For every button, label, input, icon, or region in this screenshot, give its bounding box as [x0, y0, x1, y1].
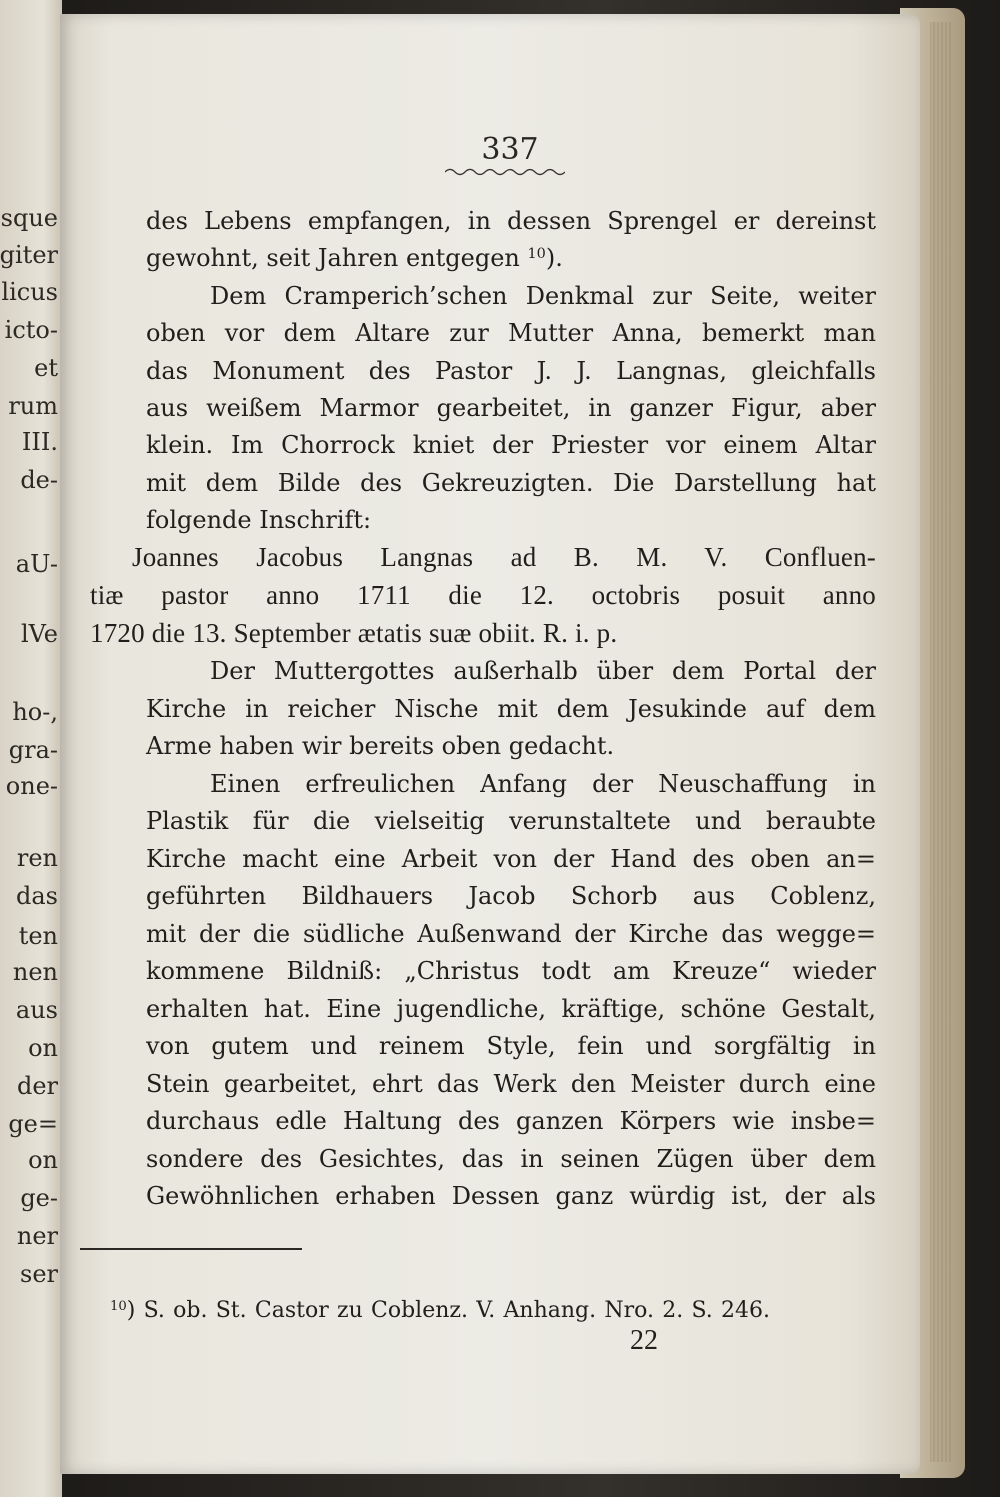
- body-line: Arme haben wir bereits oben gedacht.: [146, 732, 615, 760]
- body-line: Einen erfreulichen Anfang der Neuschaffung in: [210, 770, 876, 798]
- footnote-text: ) S. ob. St. Castor zu Coblenz. V. Anhang. Nro. 2. S. 246.: [126, 1298, 770, 1323]
- left-page-fragment: et: [34, 354, 58, 382]
- footnote: [110, 1298, 770, 1323]
- inscription-line: Joannes Jacobus Langnas ad B. M. V. Confluen-: [132, 542, 876, 572]
- body-line: kommene Bildniß: „Christus todt am Kreuze“ wieder: [146, 957, 876, 985]
- footnote-reference: 10: [527, 246, 546, 263]
- left-page-fragment: ge-: [20, 1184, 58, 1212]
- page-number: 337: [481, 132, 539, 167]
- body-line: Der Muttergottes außerhalb über dem Portal der: [210, 657, 876, 685]
- page-edge-lines: [930, 22, 952, 1462]
- body-line: mit dem Bilde des Gekreuzigten. Die Darstellung hat: [146, 469, 876, 497]
- left-page-fragment: one-: [5, 772, 58, 800]
- body-line: mit der die südliche Außenwand der Kirche das wegge=: [146, 920, 876, 948]
- left-page-fragment: nen: [12, 958, 58, 986]
- left-page-fragment: aU-: [15, 550, 58, 578]
- left-page-fragment: ser: [20, 1260, 58, 1288]
- body-line: von gutem und reinem Style, fein und sorgfältig in: [146, 1032, 876, 1060]
- left-page-fragment: icto-: [4, 316, 58, 344]
- left-page-fragment: das: [16, 882, 58, 910]
- left-page-fragment: ho-,: [12, 698, 58, 726]
- body-line: oben vor dem Altare zur Mutter Anna, bemerkt man: [146, 319, 876, 347]
- body-line: Gewöhnlichen erhaben Dessen ganz würdig ist, der als: [146, 1182, 876, 1210]
- body-line: Stein gearbeitet, ehrt das Werk den Meister durch eine: [146, 1070, 876, 1098]
- footnote-marker: 10: [110, 1298, 127, 1314]
- body-line: Dem Cramperich’schen Denkmal zur Seite, weiter: [210, 282, 876, 310]
- left-page-fragment: giter: [0, 241, 58, 269]
- body-line: durchaus edle Haltung des ganzen Körpers wie insbe=: [146, 1107, 876, 1135]
- body-line: folgende Inschrift:: [146, 506, 372, 534]
- left-page-fragment: sque: [0, 204, 58, 232]
- body-line: geführten Bildhauers Jacob Schorb aus Coblenz,: [146, 882, 876, 910]
- left-page-fragment: aus: [15, 996, 58, 1024]
- inscription-line: 1720 die 13. September ætatis suæ obiit. R. i. p.: [90, 618, 618, 648]
- body-line: Kirche in reicher Nische mit dem Jesukinde auf dem: [146, 695, 876, 723]
- book-page: [60, 14, 920, 1474]
- body-line: aus weißem Marmor gearbeitet, in ganzer Figur, aber: [146, 394, 876, 422]
- left-page-fragment: de-: [20, 466, 58, 494]
- body-line: Plastik für die vielseitig verunstaltete und beraubte: [146, 807, 876, 835]
- ornament-rule: [445, 166, 565, 178]
- left-page-fragment: on: [28, 1146, 58, 1174]
- body-line: das Monument des Pastor J. J. Langnas, gleichfalls: [146, 357, 876, 385]
- left-page-fragment: III.: [21, 428, 58, 456]
- left-page-fragment: ten: [18, 922, 58, 950]
- left-page-fragment: der: [16, 1072, 58, 1100]
- left-page-fragment: ren: [16, 844, 58, 872]
- body-line-text: gewohnt, seit Jahren entgegen: [146, 244, 528, 272]
- signature-mark: 22: [630, 1325, 658, 1356]
- left-page-fragment: lVe: [20, 620, 58, 648]
- inscription-line: tiæ pastor anno 1711 die 12. octobris posuit anno: [90, 580, 876, 610]
- body-line: des Lebens empfangen, in dessen Sprengel er dereinst: [146, 207, 876, 235]
- left-page-fragment: gra-: [8, 736, 58, 764]
- body-line-tail: ).: [545, 244, 563, 272]
- left-page-fragment: ner: [16, 1222, 58, 1250]
- body-line: sondere des Gesichtes, das in seinen Zügen über dem: [146, 1145, 876, 1173]
- previous-page-edge: [0, 0, 62, 1497]
- left-page-fragment: licus: [1, 278, 58, 306]
- body-line: [146, 246, 876, 270]
- body-line: erhalten hat. Eine jugendliche, kräftige, schöne Gestalt,: [146, 995, 876, 1023]
- body-line: Kirche macht eine Arbeit von der Hand des oben an=: [146, 845, 876, 873]
- left-page-fragment: ge=: [8, 1110, 58, 1138]
- left-page-fragment: rum: [8, 392, 58, 420]
- body-line: klein. Im Chorrock kniet der Priester vor einem Altar: [146, 431, 876, 459]
- left-page-fragment: on: [28, 1034, 58, 1062]
- footnote-rule: [80, 1248, 302, 1250]
